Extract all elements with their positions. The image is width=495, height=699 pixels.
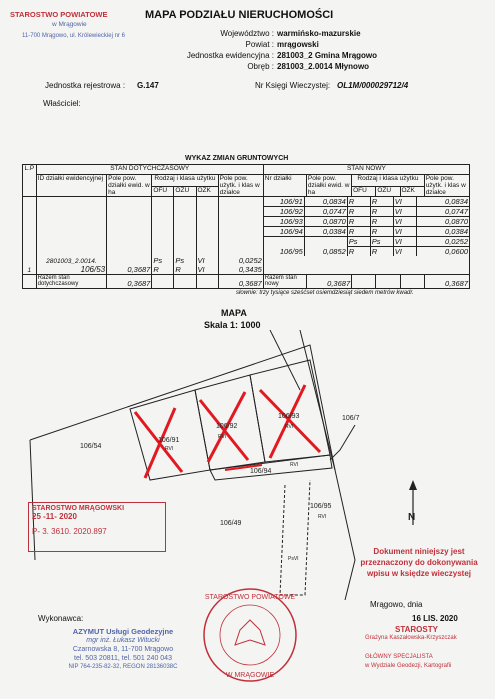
new-ofu: R [347, 207, 370, 217]
col-pole-header: Pole pow. działki ewid. w ha [107, 175, 152, 197]
new-area: 0,0870 [304, 217, 347, 227]
new-ofu: R [347, 217, 370, 227]
new-nr: 106/92 [264, 207, 305, 217]
new-ofu: R [347, 227, 370, 237]
obreb-value: 281003_2.0014 Młynowo [277, 62, 370, 71]
new-ofu: R [347, 247, 370, 257]
new-uarea: 0,0834 [416, 197, 469, 207]
new-uarea: 0,0870 [416, 217, 469, 227]
old-use-ofu: Ps [153, 256, 163, 265]
new-ozk: VI [393, 247, 416, 257]
col-rodzaj-new-header: Rodzaj i klasa użytku [352, 175, 425, 187]
wlasciciel-label: Właściciel: [43, 99, 81, 108]
notice-stamp [360, 546, 478, 579]
label-rvi: RVI [218, 434, 227, 440]
map-scale: Skala 1: 1000 [204, 320, 261, 330]
col-ofu-header: OFU [152, 186, 174, 196]
label-106-93: 106/93 [278, 413, 300, 420]
new-nr: 106/91 [264, 197, 305, 207]
eagle-icon [235, 620, 265, 645]
label-rvi: RVI [290, 462, 299, 468]
new-ozk: VI [393, 237, 416, 247]
new-ozk: VI [393, 197, 416, 207]
label-106-94: 106/94 [250, 468, 272, 475]
new-ozu: R [370, 217, 393, 227]
starostwo-header-stamp [10, 10, 140, 19]
jednostka-value: 281003_2 Gmina Mrągowo [277, 51, 378, 60]
old-use-ozu: R [175, 265, 181, 274]
table-footnote: słownie: trzy tysiące sześćset osiemdziesiąt siedem metrów kwadr. [236, 290, 414, 296]
new-uarea: 0,0747 [416, 207, 469, 217]
new-ozu: R [370, 247, 393, 257]
label-rvi: RVI [165, 446, 174, 452]
old-id-full: 2801003_2.0014. [46, 258, 97, 265]
new-nr: 106/93 [264, 217, 305, 227]
jednostka-rej-label: Jednostka rejestrowa : [45, 81, 126, 90]
new-uarea: 0,0600 [445, 247, 468, 256]
razem-old-label: Razem stan dotychczasowy [36, 275, 106, 289]
wykonawca-line: NIP 764-235-82-32, REGON 28136038C [68, 664, 178, 670]
new-ozk: VI [393, 217, 416, 227]
wojewodztwo-label: Województwo : [220, 29, 274, 38]
signature-line: STAROSTY [395, 625, 438, 634]
wykonawca-line: tel. 503 20811, tel. 501 240 043 [74, 655, 172, 662]
new-ozu: R [370, 197, 393, 207]
stan-nowy-header: STAN NOWY [263, 165, 469, 175]
new-area: 0,0747 [304, 207, 347, 217]
seal-bottom-text: W MRĄGOWIE [225, 672, 275, 679]
stamp-date: 25 -11- 2020 [32, 512, 77, 521]
cross-line [270, 385, 305, 458]
new-ozu: Ps [370, 237, 393, 247]
new-area: 0,0384 [304, 227, 347, 237]
label-106-54: 106/54 [80, 443, 102, 450]
parcel-106-7 [330, 425, 355, 460]
new-ofu: R [347, 197, 370, 207]
label-psvi: PsVI [288, 556, 299, 562]
jednostka-rej-value: G.147 [137, 81, 159, 90]
stamp-line: 11-700 Mrągowo, ul. Królewieckiej nr 6 [22, 33, 125, 39]
row-lp: 1 [23, 197, 37, 275]
razem-new-label: Razem stan nowy [263, 275, 306, 289]
label-106-7: 106/7 [342, 415, 360, 422]
old-use-ofu: R [153, 265, 159, 274]
razem-new-uz: 0,3687 [424, 275, 469, 289]
signature-line: GŁÓWNY SPECJALISTA [365, 654, 433, 660]
page-title: MAPA PODZIAŁU NIERUCHOMOŚCI [145, 9, 334, 21]
notice-line: wpisu w księdze wieczystej [366, 569, 472, 578]
label-106-92: 106/92 [216, 423, 238, 430]
place-date: Mrągowo, dnia [370, 600, 423, 609]
north-arrow-icon [408, 480, 417, 525]
map-title: MAPA [221, 308, 247, 318]
signature-stamp [365, 625, 490, 671]
new-uarea: 0,0384 [416, 227, 469, 237]
seal-outer-text: STAROSTWO POWIATOWE [204, 594, 296, 601]
label-106-49: 106/49 [220, 520, 242, 527]
wykonawca-line: AZYMUT Usługi Geodezyjne [72, 627, 174, 636]
stamp-number: P- 3. 3610. 2020.897 [32, 527, 107, 536]
col-ozk-header: OZK [196, 186, 218, 196]
stamp-line: STAROSTWO POWIATOWE [10, 10, 108, 19]
new-area: 0,0852 [304, 247, 347, 257]
stamp-line: w Mrągowie [52, 21, 87, 28]
ksiega-label: Nr Księgi Wieczystej: [255, 81, 331, 90]
new-nr: 106/95 [264, 247, 305, 257]
notice-line: przeznaczony do dokonywania [360, 558, 478, 567]
obreb-label: Obręb : [247, 62, 274, 71]
wykonawca-line: mgr inż. Łukasz Witucki [86, 637, 160, 644]
new-ozk: VI [393, 227, 416, 237]
official-seal [200, 585, 300, 685]
powiat-label: Powiat : [245, 40, 274, 49]
new-ozu: R [370, 207, 393, 217]
cross-line [260, 390, 320, 452]
razem-old-uz: 0,3687 [218, 275, 263, 289]
new-nr: 106/94 [264, 227, 305, 237]
notice-line: Dokument niniejszy jest [373, 547, 465, 556]
north-label: N [408, 512, 416, 523]
label-106-95: 106/95 [310, 503, 332, 510]
changes-table [22, 164, 470, 289]
wykonawca-stamp [48, 627, 198, 672]
col-id-header: ID działki ewidencyjnej [36, 175, 106, 197]
stamp-line: STAROSTWO MRĄGOWSKI [32, 505, 125, 512]
col-ofu-new-header: OFU [352, 186, 376, 196]
label-rvi: RVI [285, 424, 294, 430]
stan-dotychczasowy-header: STAN DOTYCHCZASOWY [36, 165, 263, 175]
razem-old: 0,3687 [107, 275, 152, 289]
jednostka-label: Jednostka ewidencyjna : [186, 51, 274, 60]
new-ozu: R [370, 227, 393, 237]
old-use-area: 0,3435 [238, 265, 262, 274]
new-ozk: VI [393, 207, 416, 217]
col-ozu-new-header: OZU [376, 186, 400, 196]
old-area: 0,3687 [107, 197, 152, 275]
col-pole-uz-new-header: Pole pow. użytk. i klas w działce [424, 175, 469, 197]
old-use-area: 0,0252 [238, 256, 262, 265]
road-line [270, 330, 300, 390]
parcel-106-93 [250, 360, 330, 462]
new-area: 0,0834 [304, 197, 347, 207]
razem-new: 0,3687 [306, 275, 351, 289]
new-ofu: Ps [347, 237, 370, 247]
label-106-91: 106/91 [158, 437, 180, 444]
col-rodzaj-header: Rodzaj i klasa użytku [152, 175, 218, 187]
col-nr-header: Nr działki [263, 175, 306, 197]
wojewodztwo-value: warmińsko-mazurskie [277, 29, 361, 38]
col-ozu-header: OZU [174, 186, 196, 196]
signature-line: Grażyna Kaszałowska-Krzyszczak [365, 635, 457, 641]
date-stamp: 16 LIS. 2020 [412, 614, 458, 623]
col-pole-uz-header: Pole pow. użytk. i klas w działce [218, 175, 263, 197]
powiat-value: mrągowski [277, 40, 319, 49]
old-use-ozk: VI [197, 256, 205, 265]
wykonawca-line: Czarnowska 8, 11-700 Mrągowo [72, 646, 174, 653]
lp-header: L.P [23, 165, 37, 197]
old-use-ozk: VI [197, 265, 205, 274]
ksiega-value: OL1M/000029712/4 [337, 81, 409, 90]
col-pole-new-header: Pole pow. działki ewid. w ha [306, 175, 351, 197]
starostwo-date-stamp [28, 502, 166, 552]
old-use-ozu: Ps [175, 256, 185, 265]
old-id: 106/53 [80, 265, 106, 274]
table-title: WYKAZ ZMIAN GRUNTOWYCH [185, 155, 289, 162]
new-rows-table [264, 197, 469, 256]
starostwo-address-stamp [22, 21, 125, 39]
wykonawca-label: Wykonawca: [38, 614, 84, 623]
parcel-106-95 [280, 480, 310, 595]
col-ozk-new-header: OZK [400, 186, 424, 196]
signature-line: w Wydziale Geodezji, Kartografii [365, 663, 452, 669]
new-uarea: 0,0252 [416, 237, 469, 247]
label-rvi: RVI [318, 514, 327, 520]
